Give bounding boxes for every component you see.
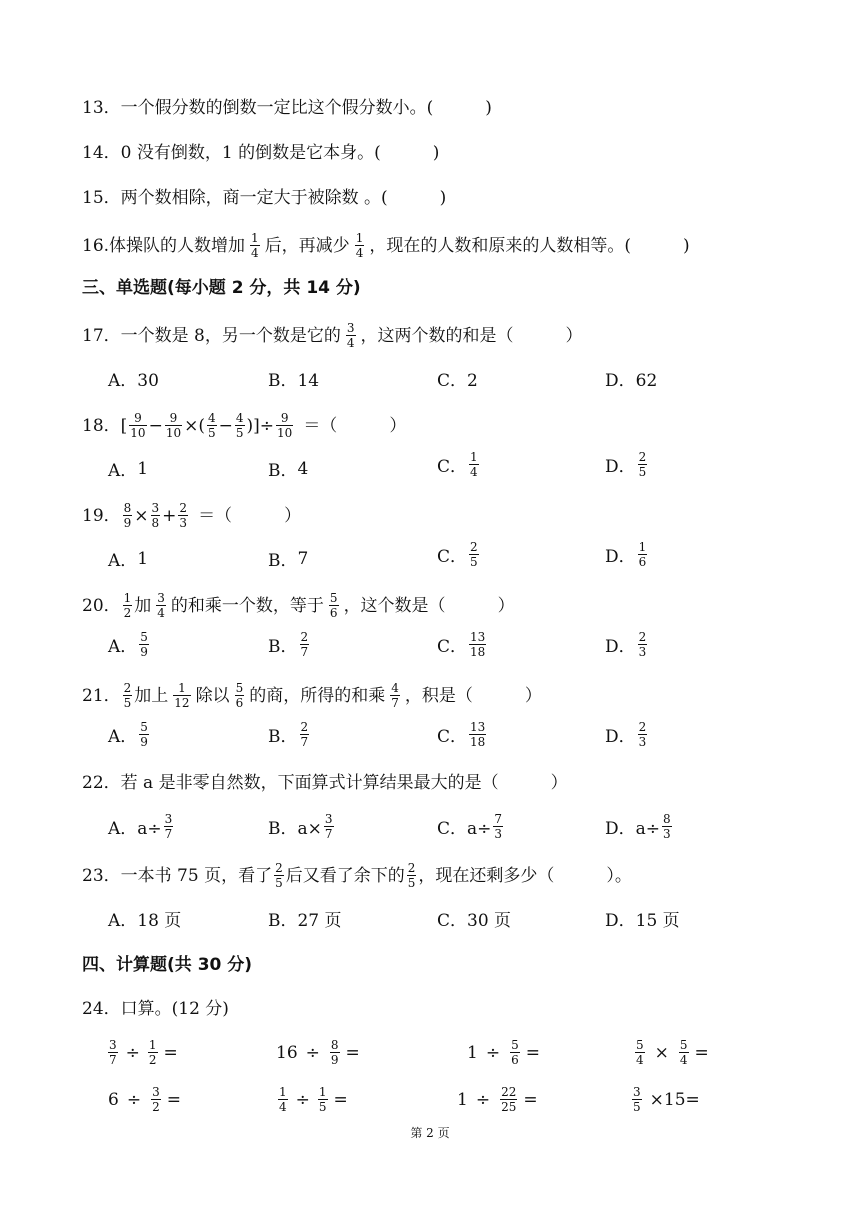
- option-c: C．2: [437, 371, 478, 391]
- calc-item: 1 ÷ $\frac{22}{25}$ =: [457, 1085, 538, 1114]
- option-d: D． $\frac{1}{6}$: [605, 540, 647, 569]
- option-b: B．27 页: [268, 911, 342, 931]
- option-a: A． 1: [108, 458, 149, 481]
- calc-item: 1 ÷ $\frac{5}{6}$ =: [467, 1038, 540, 1067]
- question-20: 20． $\frac{1}{2}$ 加 $\frac{3}{4}$ 的和乘一个数，等于 $\frac{5}{6}$ ，这个数是（ ）: [82, 591, 515, 620]
- fraction: $\frac{9}{10}$: [277, 411, 293, 440]
- option-a: A．18 页: [108, 911, 182, 931]
- fraction: $\frac{1}{4}$: [251, 231, 259, 260]
- option-a: A． 1: [108, 548, 149, 571]
- question-21: 21． $\frac{2}{5}$ 加上 $\frac{1}{12}$ 除以 $\frac{5}{6}$ 的商，所得的和乘 $\frac{4}{7}$ ，积是（ ）: [82, 681, 542, 710]
- calc-item: $\frac{5}{4}$ × $\frac{5}{4}$ =: [636, 1038, 709, 1067]
- fraction: $\frac{1}{4}$: [355, 231, 364, 260]
- fraction: $\frac{1}{12}$: [174, 681, 190, 710]
- fraction: $\frac{8}{9}$: [123, 501, 132, 530]
- fraction: $\frac{5}{6}$: [329, 591, 338, 620]
- question-24: 24．口算。(12 分): [82, 999, 229, 1019]
- fraction: $\frac{9}{10}$: [130, 411, 146, 440]
- option-d: D．62: [605, 371, 658, 391]
- question-23: 23．一本书 75 页，看了 $\frac{2}{5}$ 后又看了余下的 $\frac{2}{5}$ ，现在还剩多少（ ）。: [82, 861, 632, 890]
- option-a: A． $\frac{5}{9}$: [108, 630, 148, 659]
- calc-item: 6 ÷ $\frac{3}{2}$ =: [108, 1085, 181, 1114]
- question-13-text: 13．一个假分数的倒数一定比这个假分数小。(: [82, 98, 434, 118]
- option-b: B． 4: [268, 458, 309, 481]
- calc-item: $\frac{3}{7}$ ÷ $\frac{1}{2}$ =: [109, 1038, 178, 1067]
- option-a: A． $\frac{5}{9}$: [108, 720, 148, 749]
- option-c: C． $\frac{13}{18}$: [437, 720, 486, 749]
- calc-item: $\frac{1}{4}$ ÷ $\frac{1}{5}$ =: [279, 1085, 348, 1114]
- fraction: $\frac{2}{5}$: [123, 681, 132, 710]
- option-c: C． $\frac{1}{4}$: [437, 450, 478, 479]
- question-22: 22．若 a 是非零自然数，下面算式计算结果最大的是（ ）: [82, 773, 568, 793]
- option-c: C． $\frac{2}{5}$: [437, 540, 478, 569]
- option-d: D．15 页: [605, 911, 680, 931]
- question-14: 14．0 没有倒数，1 的倒数是它本身。( ): [82, 143, 440, 163]
- option-c: C．30 页: [437, 911, 512, 931]
- question-15-text: 15．两个数相除，商一定大于被除数 。(: [82, 188, 388, 208]
- fraction: $\frac{2}{3}$: [179, 501, 188, 530]
- fraction: $\frac{3}{4}$: [346, 321, 355, 350]
- option-d: D．a÷ $\frac{8}{3}$: [605, 812, 671, 841]
- option-c: C． $\frac{13}{18}$: [437, 630, 486, 659]
- fraction: $\frac{2}{5}$: [407, 861, 416, 890]
- option-c: C．a÷ $\frac{7}{3}$: [437, 812, 503, 841]
- option-a: A．30: [108, 371, 159, 391]
- question-17: 17．一个数是 8，另一个数是它的 $\frac{3}{4}$ ，这两个数的和是（ ）: [82, 321, 583, 350]
- fraction: $\frac{1}{2}$: [123, 591, 132, 620]
- calc-item: $\frac{3}{5}$ ×15=: [633, 1085, 700, 1114]
- option-b: B．a× $\frac{3}{7}$: [268, 812, 333, 841]
- option-a: A．a÷ $\frac{3}{7}$: [108, 812, 173, 841]
- fraction: $\frac{4}{5}$: [235, 411, 244, 440]
- page-footer: 第 2 页: [410, 1126, 450, 1140]
- option-b: B．14: [268, 371, 320, 391]
- question-14-text: 14．0 没有倒数，1 的倒数是它本身。(: [82, 143, 381, 163]
- question-19: 19． $\frac{8}{9}$ × $\frac{3}{8}$ + $\frac{2}{3}$ ＝（ ）: [82, 501, 302, 530]
- option-d: D． $\frac{2}{3}$: [605, 630, 647, 659]
- question-18: 18． [ $\frac{9}{10}$ − $\frac{9}{10}$ ×( $\frac{4}{5}$ − $\frac{4}{5}$ )]÷ $\frac{9}{10}$ ＝（ ）: [82, 411, 407, 440]
- question-15: 15．两个数相除，商一定大于被除数 。( ): [82, 188, 447, 208]
- section-4-heading: 四、计算题(共 30 分): [82, 955, 253, 975]
- option-b: B． $\frac{2}{7}$: [268, 630, 309, 659]
- option-d: D． $\frac{2}{3}$: [605, 720, 647, 749]
- question-16: 16.体操队的人数增加 $\frac{1}{4}$ 后，再减少 $\frac{1}{4}$ ，现在的人数和原来的人数相等。( ): [82, 231, 690, 260]
- fraction: $\frac{3}{4}$: [157, 591, 165, 620]
- question-13: 13．一个假分数的倒数一定比这个假分数小。( ): [82, 98, 492, 118]
- section-3-heading: 三、单选题(每小题 2 分，共 14 分): [82, 278, 361, 298]
- option-b: B． $\frac{2}{7}$: [268, 720, 309, 749]
- fraction: $\frac{9}{10}$: [165, 411, 182, 440]
- calc-item: 16 ÷ $\frac{8}{9}$ =: [276, 1038, 360, 1067]
- option-b: B． 7: [268, 548, 309, 571]
- fraction: $\frac{4}{7}$: [391, 681, 399, 710]
- fraction: $\frac{2}{5}$: [275, 861, 283, 890]
- fraction: $\frac{3}{8}$: [151, 501, 160, 530]
- fraction: $\frac{5}{6}$: [235, 681, 244, 710]
- fraction: $\frac{4}{5}$: [207, 411, 216, 440]
- option-d: D． $\frac{2}{5}$: [605, 450, 647, 479]
